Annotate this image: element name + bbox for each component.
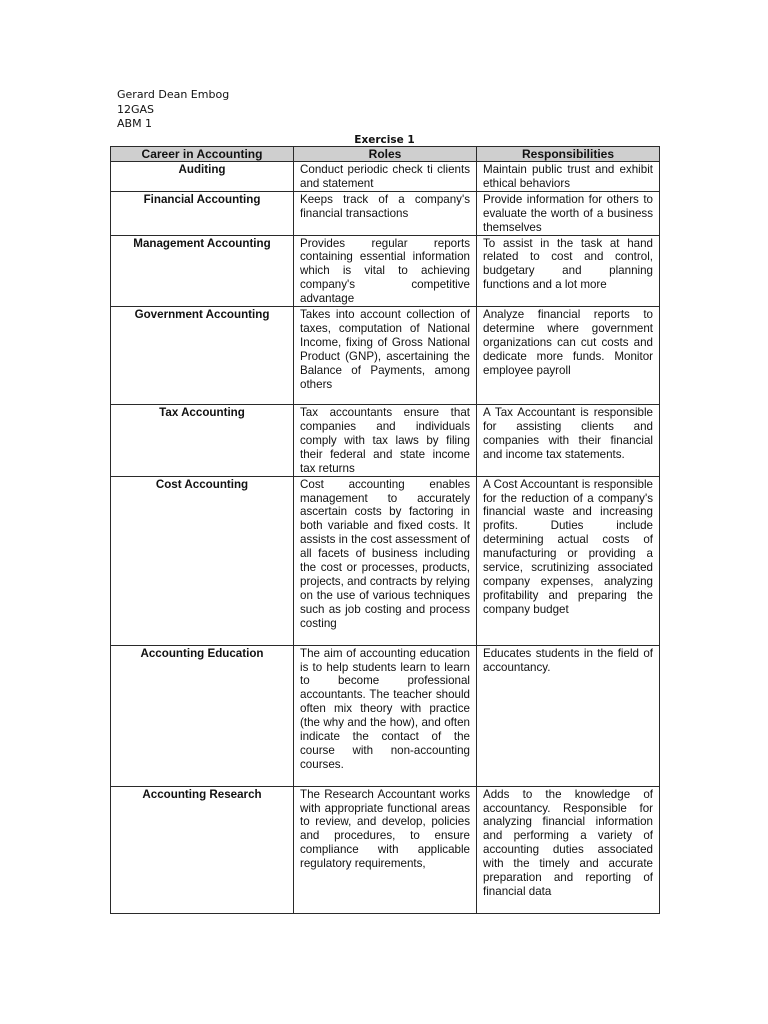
roles-cell: Takes into account collection of taxes, computation of National Income, fixing of Gross National Product (GNP), ascertaining the Balance of Payments, among others [294,307,477,405]
table-row [111,235,660,307]
table-row [111,786,660,913]
careers-table [110,146,660,914]
student-grade: 12GAS [117,102,155,116]
header-career: Career in Accounting [111,147,294,162]
table-row [111,162,660,192]
student-section: ABM 1 [117,117,153,130]
roles-cell: The aim of accounting education is to help students learn to learn to become professional accountants. The teacher should often mix theory with practice (the why and the how), and often indicate the contact of the course with non-accounting courses. [294,645,477,786]
roles-cell: Conduct periodic check ti clients and statement [294,162,477,192]
career-cell: Cost Accounting [111,476,294,645]
exercise-title: Exercise 1 [354,134,415,146]
table-row [111,191,660,235]
roles-cell: Provides regular reports containing essential information which is vital to achieving company's competitive advantage [294,235,477,307]
roles-cell: Tax accountants ensure that companies and individuals comply with tax laws by filing their federal and state income tax returns [294,405,477,477]
student-name: Gerard Dean Embog [117,88,230,101]
header-roles: Roles [294,147,477,162]
career-cell: Tax Accounting [111,405,294,477]
responsibilities-cell: Adds to the knowledge of accountancy. Responsible for analyzing financial information and performing a variety of accounting duties associated with the timely and accurate preparation and reporting of financial data [477,786,660,913]
table-row [111,307,660,405]
roles-cell: Cost accounting enables management to accurately ascertain costs by factoring in both variable and fixed costs. It assists in the cost assessment of all facets of business including the cost or processes, products, projects, and contracts by relying on the use of various techniques such as job costing and process costing [294,476,477,645]
career-cell: Government Accounting [111,307,294,405]
responsibilities-cell: Educates students in the field of accountancy. [477,645,660,786]
career-cell: Accounting Research [111,786,294,913]
responsibilities-cell: Provide information for others to evaluate the worth of a business themselves [477,191,660,235]
career-cell: Accounting Education [111,645,294,786]
header-responsibilities: Responsibilities [477,147,660,162]
responsibilities-cell: A Cost Accountant is responsible for the reduction of a company's financial waste and increasing profits. Duties include determining actual costs of manufacturing or providing a service, scrutinizing associated company expenses, analyzing profitability and preparing the company budget [477,476,660,645]
career-cell: Financial Accounting [111,191,294,235]
table-row [111,476,660,645]
student-header [117,88,229,132]
responsibilities-cell: Maintain public trust and exhibit ethical behaviors [477,162,660,192]
responsibilities-cell: To assist in the task at hand related to cost and control, budgetary and planning functions and a lot more [477,235,660,307]
career-cell: Management Accounting [111,235,294,307]
table-row [111,405,660,477]
responsibilities-cell: Analyze financial reports to determine where government organizations can cut costs and dedicate more funds. Monitor employee payroll [477,307,660,405]
table-header-row [111,147,660,162]
career-cell: Auditing [111,162,294,192]
responsibilities-cell: A Tax Accountant is responsible for assisting clients and companies with their financial and income tax statements. [477,405,660,477]
roles-cell: Keeps track of a company's financial transactions [294,191,477,235]
roles-cell: The Research Accountant works with appropriate functional areas to review, and develop, policies and procedures, to ensure compliance with applicable regulatory requirements, [294,786,477,913]
table-row [111,645,660,786]
